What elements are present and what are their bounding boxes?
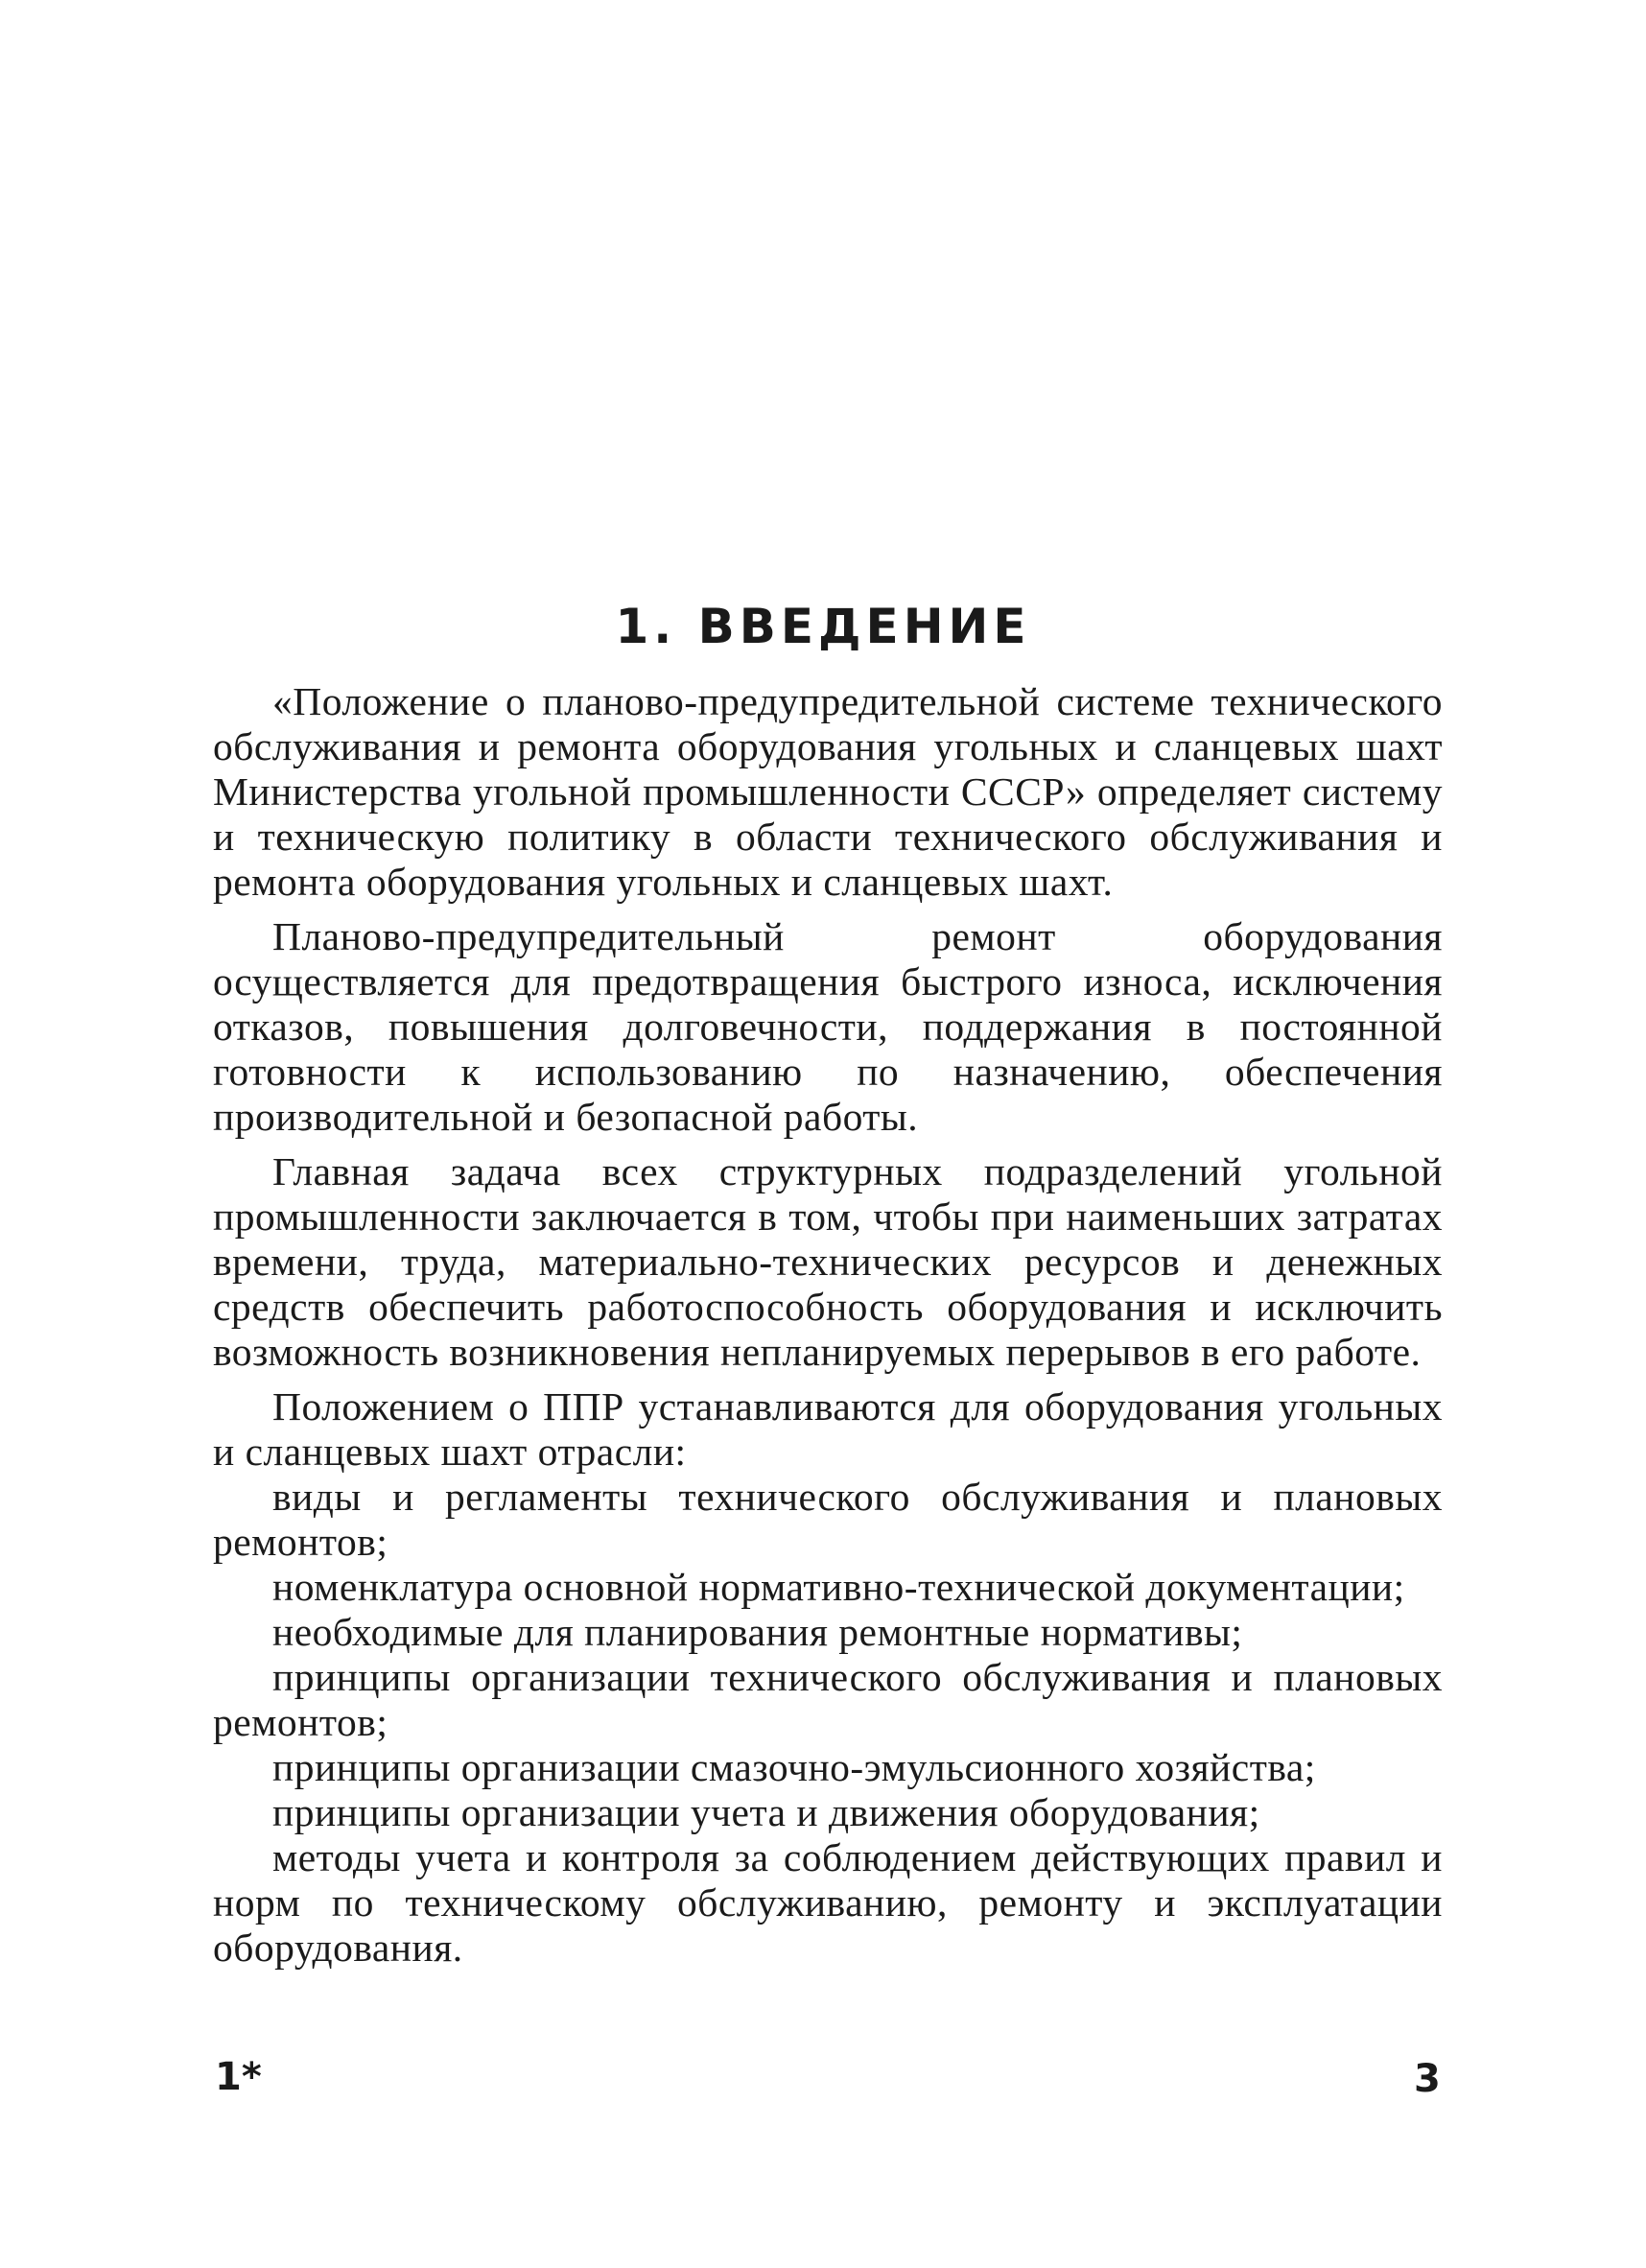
body-text (213, 679, 1443, 1971)
paragraph-list-lead: Положением о ППР устанавливаются для оборудования угольных и сланцевых шахт отрасли: (213, 1384, 1443, 1474)
page-number: 3 (1414, 2057, 1441, 2101)
paragraph-ppr-purpose: Планово-предупредительный ремонт оборудования осуществляется для предотвращения быстрого износа, исключения отказов, повышения долговечности, поддержания в постоянной готовности к использованию по назначению, обеспечения производительной и безопасной работы. (213, 914, 1443, 1139)
paragraph-intro: «Положение о планово-предупредительной системе технического обслуживания и ремонта оборудования угольных и сланцевых шахт Министерства угольной промышленности СССР» определяет систему и техническую политику в области технического обслуживания и ремонта оборудования угольных и сланцевых шахт. (213, 679, 1443, 904)
section-heading: 1. ВВЕДЕНИЕ (615, 599, 1031, 654)
list-item: необходимые для планирования ремонтные нормативы; (272, 1610, 1243, 1654)
list-item: виды и регламенты технического обслуживания и плановых ремонтов; (213, 1475, 1443, 1564)
list-item: принципы организации учета и движения оборудования; (272, 1790, 1260, 1834)
paragraph-main-task: Главная задача всех структурных подразделений угольной промышленности заключается в том, чтобы при наименьших затратах времени, труда, материально-технических ресурсов и денежных средств обеспечить работоспособность оборудования и исключить возможность возникновения непланируемых перерывов в его работе. (213, 1149, 1443, 1374)
list-item: принципы организации технического обслуживания и плановых ремонтов; (213, 1655, 1443, 1744)
list-item: методы учета и контроля за соблюдением действующих правил и норм по техническому обслуживанию, ремонту и эксплуатации оборудования. (213, 1835, 1443, 1970)
signature-mark: 1* (215, 2055, 262, 2099)
list-item: номенклатура основной нормативно-технической документации; (272, 1565, 1405, 1609)
list-item: принципы организации смазочно-эмульсионного хозяйства; (272, 1745, 1316, 1789)
